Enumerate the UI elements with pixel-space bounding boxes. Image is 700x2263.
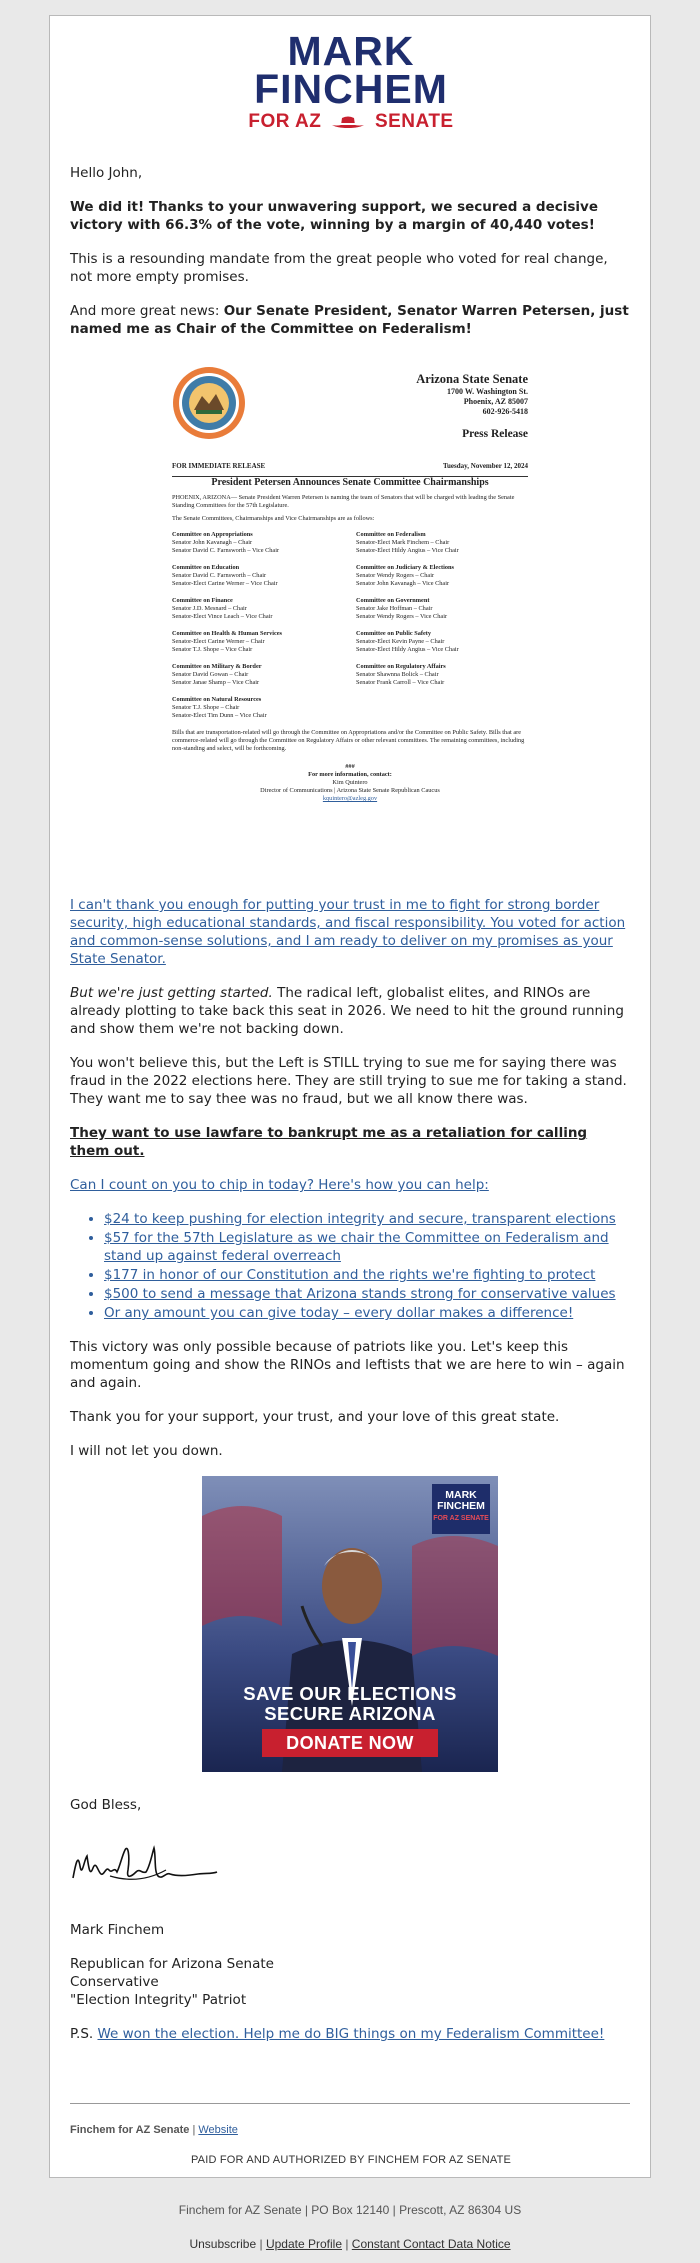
greeting: Hello John, (70, 165, 143, 181)
press-lead-2: The Senate Committees, Chairmanships and Vice Chairmanships are as follows: (172, 515, 375, 522)
committee-item (172, 564, 344, 588)
bottom-separator: | (342, 2237, 352, 2251)
press-title: President Petersen Announces Senate Committee Chairmanships (211, 477, 489, 488)
committee-chair: Senator Jake Hoffman – Chair (356, 605, 433, 612)
sender-address: Finchem for AZ Senate | PO Box 12140 | Prescott, AZ 86304 US (178, 2203, 522, 2217)
unsubscribe-link[interactable]: Unsubscribe (189, 2237, 257, 2251)
state-seal-icon (172, 366, 246, 440)
committee-vice-chair: Senator Wendy Rogers – Vice Chair (356, 613, 448, 620)
donate-177-link[interactable]: $177 in honor of our Constitution and the rights we're fighting to protect (104, 1267, 596, 1283)
committee-vice-chair: Senator T.J. Shope – Vice Chair (172, 646, 253, 653)
committee-vice-chair: Senator David C. Farnsworth – Vice Chair (172, 547, 280, 554)
logo-line-3 (50, 110, 652, 134)
banner-line-2: SECURE ARIZONA (264, 1703, 436, 1724)
press-address-1: 1700 W. Washington St. (447, 387, 528, 396)
committee-item (356, 663, 528, 687)
press-date: Tuesday, November 12, 2024 (443, 462, 528, 470)
cowboy-hat-icon (331, 115, 365, 129)
committee-name: Committee on Regulatory Affairs (356, 663, 446, 670)
donate-now-button[interactable]: DONATE NOW (262, 1729, 438, 1757)
committee-column-left (172, 531, 344, 729)
committee-name: Committee on Federalism (356, 531, 426, 538)
committee-item (356, 630, 528, 654)
lawfare-text: They want to use lawfare to bankrupt me as a retaliation for calling them out. (70, 1125, 588, 1159)
signer-name: Mark Finchem (70, 1922, 165, 1938)
started-rest: The radical left, globalist elites, and RINOs are already plotting to take back this seat in 2026. We need to hit the ground running and show them we're not backing down. (70, 985, 624, 1037)
chip-in-link[interactable]: Can I count on you to chip in today? Here's how you can help: (70, 1177, 489, 1193)
press-contact: Kim Quintero (332, 779, 368, 786)
logo-for-az: FOR AZ (248, 111, 322, 132)
committee-chair: Senator John Kavanagh – Chair (172, 539, 253, 546)
donate-option-item (104, 1210, 630, 1228)
committee-chair: Senator-Elect Kevin Payne – Chair (356, 638, 445, 645)
committee-item (172, 696, 344, 720)
donate-500-link[interactable]: $500 to send a message that Arizona stands strong for conservative values (104, 1286, 616, 1302)
signature-image (70, 1836, 220, 1892)
press-contact-email: kquintero@azleg.gov (322, 795, 378, 802)
committee-item (356, 597, 528, 621)
donate-banner-image[interactable] (202, 1476, 498, 1772)
banner-logo-line-2: FINCHEM (437, 1500, 485, 1512)
press-label: Press Release (462, 428, 528, 440)
banner-caption (202, 1684, 498, 1724)
committee-item (356, 531, 528, 555)
press-contact-title: Director of Communications | Arizona State Senate Republican Caucus (260, 787, 440, 794)
paid-for-disclaimer: PAID FOR AND AUTHORIZED BY FINCHEM FOR AZ SENATE (190, 2154, 512, 2166)
donate-option-item (104, 1285, 630, 1303)
mandate-text: This is a resounding mandate from the great people who voted for real change, not more empty promises. (70, 251, 608, 285)
committee-name: Committee on Public Safety (356, 630, 432, 637)
started-italic: But we're just getting started. (70, 985, 273, 1001)
press-more-info: For more information, contact: (308, 771, 392, 778)
victory-text: We did it! Thanks to your unwavering support, we secured a decisive victory with 66.3% of the vote, winning by a margin of 40,440 votes! (70, 199, 598, 233)
news-bold: Our Senate President, Senator Warren Petersen, just named me as Chair of the Committee on Federalism! (70, 303, 629, 337)
signer-titles (70, 1955, 630, 2009)
logo-senate: SENATE (374, 111, 454, 132)
footer-org: Finchem for AZ Senate (70, 2124, 190, 2136)
press-lead: PHOENIX, ARIZONA— Senate President Warren Petersen is naming the team of Senators that will be charged with leading the Senate Standing Committees for the 57th Legislature. (172, 494, 515, 509)
committee-item (172, 663, 344, 687)
press-end-mark: ### (345, 763, 355, 770)
press-address-2: Phoenix, AZ 85007 (463, 397, 528, 406)
committee-chair: Senator-Elect Mark Finchem – Chair (356, 539, 450, 546)
committee-item (172, 597, 344, 621)
news-intro: And more great news: (70, 303, 224, 319)
update-profile-link[interactable]: Update Profile (265, 2237, 342, 2251)
banner-line-1: SAVE OUR ELECTIONS (243, 1683, 457, 1704)
committee-vice-chair: Senator-Elect Tim Dunn – Vice Chair (172, 712, 267, 719)
started-text (70, 984, 630, 1038)
committee-vice-chair: Senator Janae Shamp – Vice Chair (172, 679, 260, 686)
committee-vice-chair: Senator-Elect Hildy Angius – Vice Chair (356, 547, 459, 554)
press-org: Arizona State Senate (416, 372, 528, 386)
press-phone: 602-926-5418 (482, 407, 528, 416)
committee-vice-chair: Senator-Elect Carine Werner – Vice Chair (172, 580, 278, 587)
committee-chair: Senator Wendy Rogers – Chair (356, 572, 435, 579)
committee-vice-chair: Senator-Elect Hildy Angius – Vice Chair (356, 646, 459, 653)
thanks-link[interactable]: I can't thank you enough for putting your trust in me to fight for strong border security, high educational standards, and fiscal responsibility. You voted for action and common-sense solutions, and I am ready to deliver on my promises as your State Senator. (70, 897, 626, 967)
footer-org-line (70, 2124, 238, 2136)
patriots-text: This victory was only possible because of patriots like you. Let's keep this momentum going and show the RINOs and leftists that we are here to win – again and again. (70, 1339, 625, 1391)
news-text (70, 302, 630, 338)
committee-name: Committee on Health & Human Services (172, 630, 283, 637)
committee-chair: Senator J.D. Mesnard – Chair (172, 605, 247, 612)
campaign-logo (50, 28, 652, 134)
committee-name: Committee on Government (356, 597, 430, 604)
footer-separator: | (189, 2124, 199, 2136)
press-closing: Bills that are transportation-related will go through the Committee on Appropriations and/or the Committee on Public Safety. Bills that are commerce-related will go through the Committee on Regulatory Affairs or other relevant committees. The remaining committees, including non-standing and select, will be forthcoming. (172, 729, 525, 752)
signer-title-2: Conservative (70, 1974, 159, 1990)
committee-vice-chair: Senator John Kavanagh – Vice Chair (356, 580, 450, 587)
committee-chair: Senator David C. Farnsworth – Chair (172, 572, 267, 579)
ps-link[interactable]: We won the election. Help me do BIG things on my Federalism Committee! (97, 2026, 605, 2042)
committee-name: Committee on Military & Border (172, 663, 262, 670)
committee-chair: Senator T.J. Shope – Chair (172, 704, 240, 711)
banner-logo-line-3: FOR AZ SENATE (433, 1515, 489, 1522)
support-text: Thank you for your support, your trust, and your love of this great state. (70, 1409, 560, 1425)
committee-name: Committee on Natural Resources (172, 696, 262, 703)
press-header (416, 372, 528, 441)
committee-name: Committee on Judiciary & Elections (356, 564, 454, 571)
committee-column-right (356, 531, 528, 729)
closing-blessing: God Bless, (70, 1797, 142, 1813)
logo-line-1: MARK (287, 28, 415, 74)
committee-chair: Senator David Gowan – Chair (172, 671, 249, 678)
committee-columns (172, 531, 528, 729)
ps-prefix: P.S. (70, 2026, 98, 2042)
committee-item (356, 564, 528, 588)
committee-name: Committee on Finance (172, 597, 233, 604)
press-footer (172, 763, 528, 803)
donate-option-item (104, 1229, 630, 1265)
sue-text: You won't believe this, but the Left is STILL trying to sue me for saying there was fraud in the 2022 elections here. They are still trying to sue me for taking a stand. They want me to say thee was no fraud, but we all know there was. (70, 1055, 627, 1107)
donate-any-link[interactable]: Or any amount you can give today – every dollar makes a difference! (104, 1305, 574, 1321)
press-release-tag: FOR IMMEDIATE RELEASE (172, 462, 266, 470)
committee-vice-chair: Senator Frank Carroll – Vice Chair (356, 679, 445, 686)
committee-name: Committee on Appropriations (172, 531, 253, 538)
footer-website-link[interactable]: Website (198, 2124, 238, 2136)
committee-chair: Senator Shawnna Bolick – Chair (356, 671, 439, 678)
email-card (49, 15, 651, 2178)
letdown-text: I will not let you down. (70, 1443, 223, 1459)
data-notice-link[interactable]: Constant Contact Data Notice (351, 2237, 511, 2251)
donate-options-list (104, 1210, 630, 1322)
committee-chair: Senator-Elect Carine Werner – Chair (172, 638, 265, 645)
banner-logo (432, 1484, 490, 1534)
committee-vice-chair: Senator-Elect Vince Leach – Vice Chair (172, 613, 273, 620)
bottom-separator: | (256, 2237, 266, 2251)
press-release-image (158, 354, 542, 874)
donate-57-link[interactable]: $57 for the 57th Legislature as we chair the Committee on Federalism and stand up against federal overreach (104, 1230, 609, 1264)
press-body (172, 494, 528, 803)
committee-name: Committee on Education (172, 564, 240, 571)
donate-option-item (104, 1304, 630, 1322)
email-body (70, 164, 630, 2059)
bottom-links (0, 2237, 700, 2251)
footer-divider (70, 2103, 630, 2104)
committee-item (172, 630, 344, 654)
signer-title-3: "Election Integrity" Patriot (70, 1992, 247, 2008)
signer-title-1: Republican for Arizona Senate (70, 1956, 274, 1972)
committee-item (172, 531, 344, 555)
donate-option-item (104, 1266, 630, 1284)
banner-logo-line-1: MARK (445, 1489, 477, 1501)
donate-24-link[interactable]: $24 to keep pushing for election integrity and secure, transparent elections (104, 1211, 616, 1227)
logo-line-2: FINCHEM (254, 66, 448, 112)
ps-text (70, 2025, 630, 2043)
